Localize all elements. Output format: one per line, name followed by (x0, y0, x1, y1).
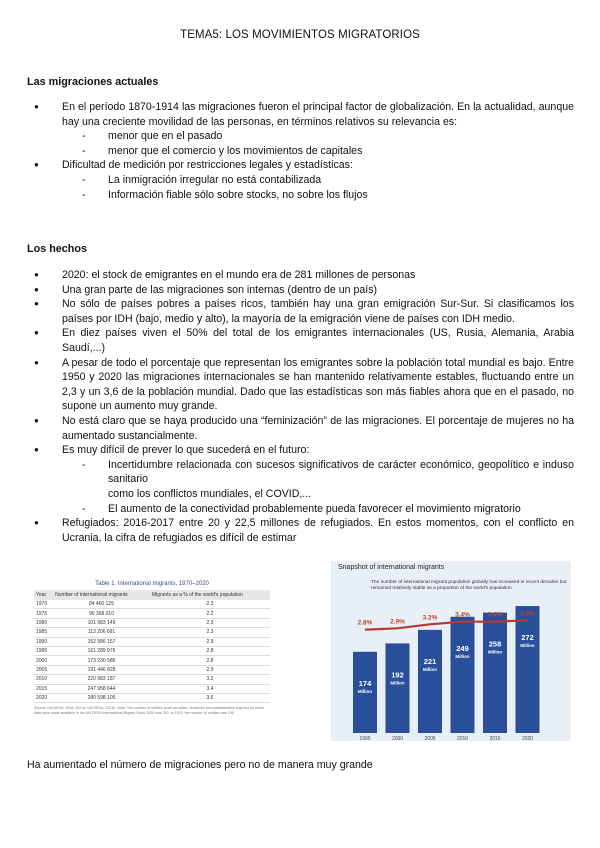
percent-label: 2.8% (357, 619, 373, 627)
percent-cell: 2.3 (150, 618, 270, 627)
percent-cell: 2.2 (150, 609, 270, 618)
table-row (34, 646, 270, 655)
col-header-percent: Migrants as a % of the world's population (150, 590, 270, 600)
list-item: ● No sólo de países pobres a países ricos, también hay una gran emigración Sur-Sur. Si clasificamos los países por IDH (bajo, medio y alto), la mayoría de la emigración viene de países con IDH medio. (34, 297, 574, 326)
year-cell: 1975 (34, 609, 53, 618)
bar-unit-label: Million (422, 666, 438, 672)
x-tick-label: 2010 (456, 736, 469, 741)
year-cell: 1980 (34, 618, 53, 627)
bar-unit-label: Million (390, 680, 405, 686)
bar-2000 (386, 643, 410, 733)
bar-2020 (516, 606, 540, 733)
year-cell: 2015 (34, 684, 53, 693)
percent-cell: 3.4 (150, 684, 270, 693)
year-cell: 1970 (34, 600, 53, 609)
list-item: ● Dificultad de medición por restricciones legales y estadísticas: - La inmigración irregular no está contabilizada - Información fiable sólo sobre stocks, no sobre los flujos (34, 158, 574, 202)
migrants-table (34, 590, 270, 703)
section-heading-hechos: Los hechos (27, 243, 87, 255)
migrants-cell: 191 446 828 (53, 665, 150, 674)
year-cell: 1990 (34, 637, 53, 646)
percent-cell: 2.8 (150, 646, 270, 655)
list-item: ● 2020: el stock de emigrantes en el mundo era de 281 millones de personas (34, 268, 574, 283)
migrants-cell: 84 460 125 (53, 600, 150, 609)
migrants-cell: 220 983 187 (53, 675, 150, 684)
sub-item: - El aumento de la conectividad probablemente pueda favorecer el movimiento migratorio (82, 502, 574, 517)
bar-value-label: 174 (358, 678, 372, 688)
list-item: ● Es muy difícil de prever lo que sucederá en el futuro: - Incertidumbre relacionada con sucesos significativos de carácter económico, geopolítico e induso sanitario como los conflictos mundiales, el COVID,... - El aumento de la conectividad probablemente pueda favorecer el movimiento migratorio (34, 443, 574, 516)
table-row (34, 675, 270, 684)
sub-item: - Información fiable sólo sobre stocks, no sobre los flujos (82, 188, 574, 203)
table-row (34, 665, 270, 674)
bar-value-label: 221 (423, 656, 437, 666)
migrants-table-figure (31, 581, 273, 723)
sub-item: - La inmigración irregular no está contabilizada (82, 173, 574, 188)
percent-cell: 2.8 (150, 656, 270, 665)
x-tick-label: 2020 (521, 736, 534, 741)
x-tick-label: 2000 (391, 736, 404, 741)
table-row (34, 656, 270, 665)
bar-2005 (418, 630, 442, 733)
sub-item: - Incertidumbre relacionada con sucesos significativos de carácter económico, geopolítico e induso sanitario como los conflictos mundiales, el COVID,... (82, 458, 574, 502)
table-source-note: Source: UN DESA, 2008, 2021a; UN DESA, 2021b. Note: The number of entities (such as states, territories and administrative regions) for which data were made available in the UN DESA International Migrant Stock 2020 was 232. In 1970, the number of entities was 135. (34, 706, 265, 715)
col-header-number: Number of international migrants (53, 590, 150, 600)
list-item: ● En el período 1870-1914 las migraciones fueron el principal factor de globalización. En la actualidad, aunque hay una creciente movilidad de las personas, en términos relativos su relevancia es: - menor que en el pasado - menor que el comercio y los movimientos de capitales (34, 100, 574, 158)
x-tick-label: 2005 (424, 736, 436, 741)
chart-subtitle: The number of international migrant population globally has increased in recent decades but remained relatively stable as a proportion of the world's population (371, 580, 567, 592)
bar-unit-label: Million (357, 688, 373, 694)
year-cell: 2000 (34, 656, 53, 665)
sub-list (62, 458, 574, 516)
table-row (34, 693, 270, 702)
percent-label: 3.2% (422, 614, 438, 622)
percent-cell: 3.6 (150, 693, 270, 702)
percent-label: 3.5% (520, 610, 535, 618)
page-title: TEMA5: LOS MOVIMIENTOS MIGRATORIOS (180, 29, 420, 41)
migrants-cell: 152 986 157 (53, 637, 150, 646)
sub-item-continuation: como los conflictos mundiales, el COVID,... (108, 487, 312, 500)
migrants-cell: 280 598 105 (53, 693, 150, 702)
table-caption: Table 1. International migrants, 1970–2020 (95, 581, 209, 587)
year-cell: 2005 (34, 665, 53, 674)
hechos-list (34, 268, 574, 545)
migrants-cell: 101 983 149 (53, 618, 150, 627)
sub-list (62, 129, 574, 158)
migrants-cell: 113 206 691 (53, 628, 150, 637)
sub-item: - menor que en el pasado (82, 129, 574, 144)
year-cell: 2010 (34, 675, 53, 684)
table-row (34, 618, 270, 627)
migrants-cell: 173 230 585 (53, 656, 150, 665)
bar-unit-label: Million (520, 643, 535, 649)
bar-value-label: 192 (391, 670, 404, 680)
list-item: ● En diez países viven el 50% del total de los emigrantes internacionales (US, Rusia, Alemania, Arabia Saudí,...) (34, 326, 574, 355)
table-row (34, 684, 270, 693)
list-item: ● Refugiados: 2016-2017 entre 20 y 22,5 millones de refugiados. En estos momentos, con el conflicto en Ucrania, la cifra de refugiados es difícil de estimar (34, 516, 574, 545)
percent-cell: 2.3 (150, 600, 270, 609)
bar-unit-label: Million (487, 649, 503, 655)
percent-cell: 2.9 (150, 637, 270, 646)
table-row (34, 628, 270, 637)
percent-label: 3.4% (487, 611, 503, 619)
migrants-cell: 161 289 976 (53, 646, 150, 655)
percent-label: 2.9% (390, 618, 405, 626)
chart-title: Snapshot of international migrants (338, 564, 445, 571)
migrants-cell: 90 368 010 (53, 609, 150, 618)
bar-value-label: 249 (456, 643, 469, 653)
bar-value-label: 258 (488, 639, 502, 649)
x-tick-label: 2015 (489, 736, 501, 741)
table-header-row (34, 590, 270, 600)
list-item: ● No está claro que se haya producido una “feminización” de las migraciones. El porcentaje de mujeres no ha aumentado sustancialmente. (34, 414, 574, 443)
x-tick-label: 1995 (359, 736, 371, 741)
year-cell: 1985 (34, 628, 53, 637)
chart-canvas (331, 561, 571, 741)
bar-value-label: 272 (521, 633, 534, 643)
migrants-chart (331, 561, 571, 741)
list-item: ● A pesar de todo el porcentaje que representan los emigrantes sobre la población total mundial es bajo. Entre 1950 y 2020 las migraciones internacionales se han mantenido relativamente estables, fluctuando entre un 2,3 y un 3,6 de la población mundial. Dado que las estadísticas son más fiables ahora que en el pasado, no supone un aumento muy grande. (34, 356, 574, 414)
percent-cell: 2.3 (150, 628, 270, 637)
percent-label: 3.4% (455, 611, 470, 619)
col-header-year: Year (34, 590, 53, 600)
bar-2015 (483, 613, 507, 733)
percent-cell: 2.9 (150, 665, 270, 674)
bar-2010 (451, 617, 475, 733)
sub-list (62, 173, 574, 202)
section-heading-migraciones: Las migraciones actuales (27, 76, 159, 88)
percent-cell: 3.2 (150, 675, 270, 684)
sub-item: - menor que el comercio y los movimientos de capitales (82, 144, 574, 159)
year-cell: 1995 (34, 646, 53, 655)
closing-note: Ha aumentado el número de migraciones pero no de manera muy grande (27, 759, 373, 771)
bar-unit-label: Million (455, 653, 470, 659)
migrants-cell: 247 958 644 (53, 684, 150, 693)
table-row (34, 600, 270, 609)
list-item: ● Una gran parte de las migraciones son internas (dentro de un país) (34, 283, 574, 298)
year-cell: 2020 (34, 693, 53, 702)
table-row (34, 609, 270, 618)
migraciones-list (34, 100, 574, 202)
table-row (34, 637, 270, 646)
